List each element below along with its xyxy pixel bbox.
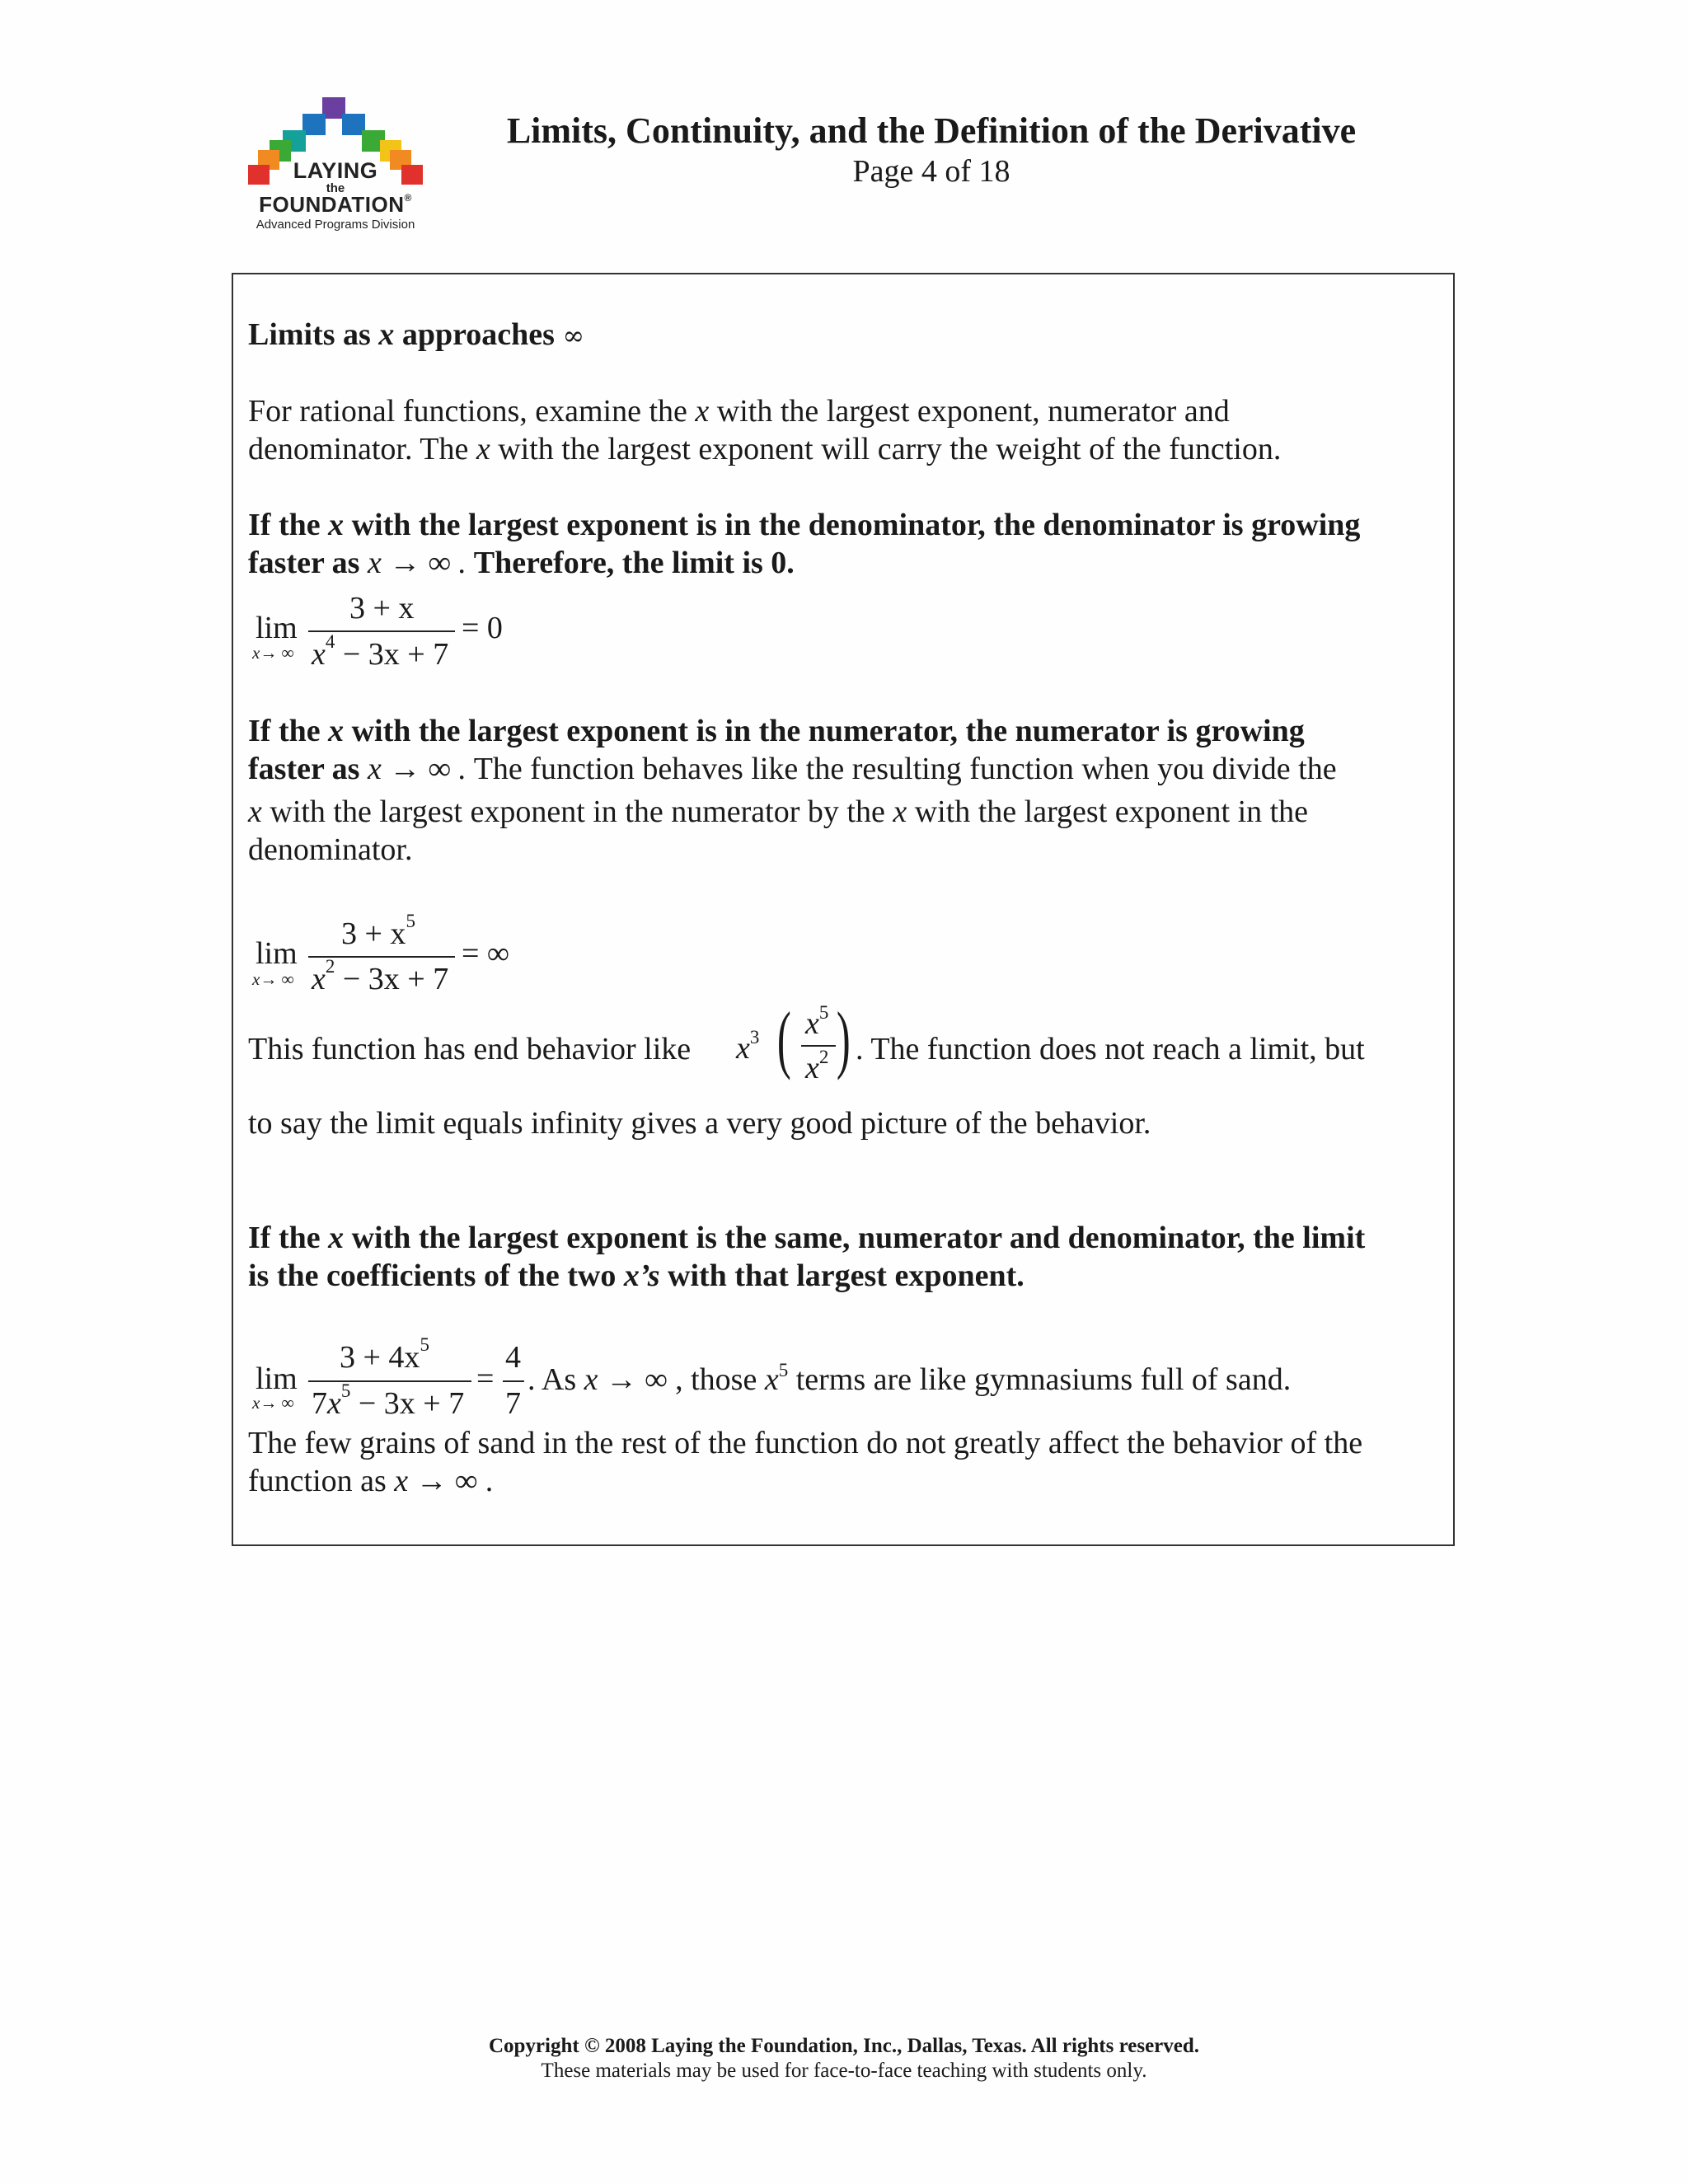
copyright-notice: Copyright © 2008 Laying the Foundation, Inc., Dallas, Texas. All rights reserved. (488, 2035, 1200, 2057)
end-behavior-text: This function has end behavior like (248, 1032, 692, 1066)
end-fraction-numerator: $x^5$ (805, 1002, 829, 1041)
case2-rule-line-2: faster as x → ∞ . The function behaves like the resulting function when you divide the (248, 752, 1337, 786)
fraction-denominator: $x^2 - 3x + 7$ (312, 956, 449, 996)
section-heading: Limits as x approaches ∞ (248, 317, 585, 352)
lim-operator: lim (256, 1361, 298, 1396)
end-behavior-x-cubed: $x^3$ (736, 1027, 760, 1066)
lim-subscript: x→ ∞ (252, 643, 294, 663)
logo-word-the: the (326, 181, 345, 195)
fraction-denominator: $x^4 - 3x + 7$ (312, 631, 449, 672)
case2-rule-line-1: If the x with the largest exponent is in the numerator, the numerator is growing (248, 714, 1305, 748)
page-number: Page 4 of 18 (852, 154, 1010, 189)
end-fraction-bar (801, 1045, 836, 1047)
case2-rule-line-4: denominator. (248, 832, 413, 867)
lim-operator: lim (256, 936, 298, 971)
result-numerator: 4 (505, 1340, 521, 1375)
case3-line-3: The few grains of sand in the rest of the function do not greatly affect the behavior of the (248, 1426, 1363, 1460)
lim-operator: lim (256, 611, 298, 645)
intro-line-1: For rational functions, examine the x with the largest exponent, numerator and (248, 394, 1230, 429)
lim-subscript: x→ ∞ (252, 1393, 294, 1413)
usage-note: These materials may be used for face-to-face teaching with students only. (541, 2060, 1147, 2082)
end-behavior-line-2: to say the limit equals infinity gives a very good picture of the behavior. (248, 1106, 1151, 1141)
case3-rule-line-2: is the coefficients of the two x’s with that largest exponent. (248, 1258, 1025, 1293)
document-title: Limits, Continuity, and the Definition of the Derivative (506, 110, 1357, 151)
fraction-numerator: 3 + x (349, 591, 415, 626)
fraction-numerator: $3 + 4x^5$ (340, 1334, 429, 1375)
equals-sign: = (476, 1361, 495, 1396)
left-parenthesis: ( (776, 996, 791, 1080)
intro-line-2: denominator. The x with the largest exponent will carry the weight of the function. (248, 432, 1282, 466)
limit-result: = ∞ (462, 936, 510, 971)
sand-analogy-text: . As x → ∞ , those $x^5$ terms are like gymnasiums full of sand. (528, 1360, 1292, 1397)
result-denominator: 7 (505, 1386, 521, 1421)
logo-word-laying: LAYING (293, 158, 378, 183)
case2-rule-line-3: x with the largest exponent in the numerator by the x with the largest exponent in the (248, 794, 1309, 829)
logo-word-foundation: FOUNDATION® (259, 192, 412, 217)
result-bar (503, 1380, 524, 1382)
case1-rule-line-1: If the x with the largest exponent is in the denominator, the denominator is growing (248, 508, 1361, 542)
end-fraction-denominator: $x^2$ (805, 1047, 829, 1085)
right-parenthesis: ) (836, 996, 851, 1080)
case3-line-4: function as x → ∞ . (248, 1464, 494, 1498)
case3-rule-line-1: If the x with the largest exponent is the same, numerator and denominator, the limit (248, 1221, 1366, 1255)
end-behavior-text-cont: . The function does not reach a limit, but (856, 1032, 1365, 1066)
case1-rule-line-2: faster as x → ∞ . Therefore, the limit is 0. (248, 546, 795, 580)
fraction-bar (308, 1380, 471, 1382)
lim-subscript: x→ ∞ (252, 969, 294, 989)
fraction-denominator: $7x^5 - 3x + 7$ (312, 1380, 465, 1421)
limit-result: = 0 (462, 611, 503, 645)
logo-subtitle: Advanced Programs Division (256, 218, 415, 232)
fraction-numerator: $3 + x^5$ (341, 911, 415, 951)
laying-the-foundation-logo (245, 96, 426, 236)
